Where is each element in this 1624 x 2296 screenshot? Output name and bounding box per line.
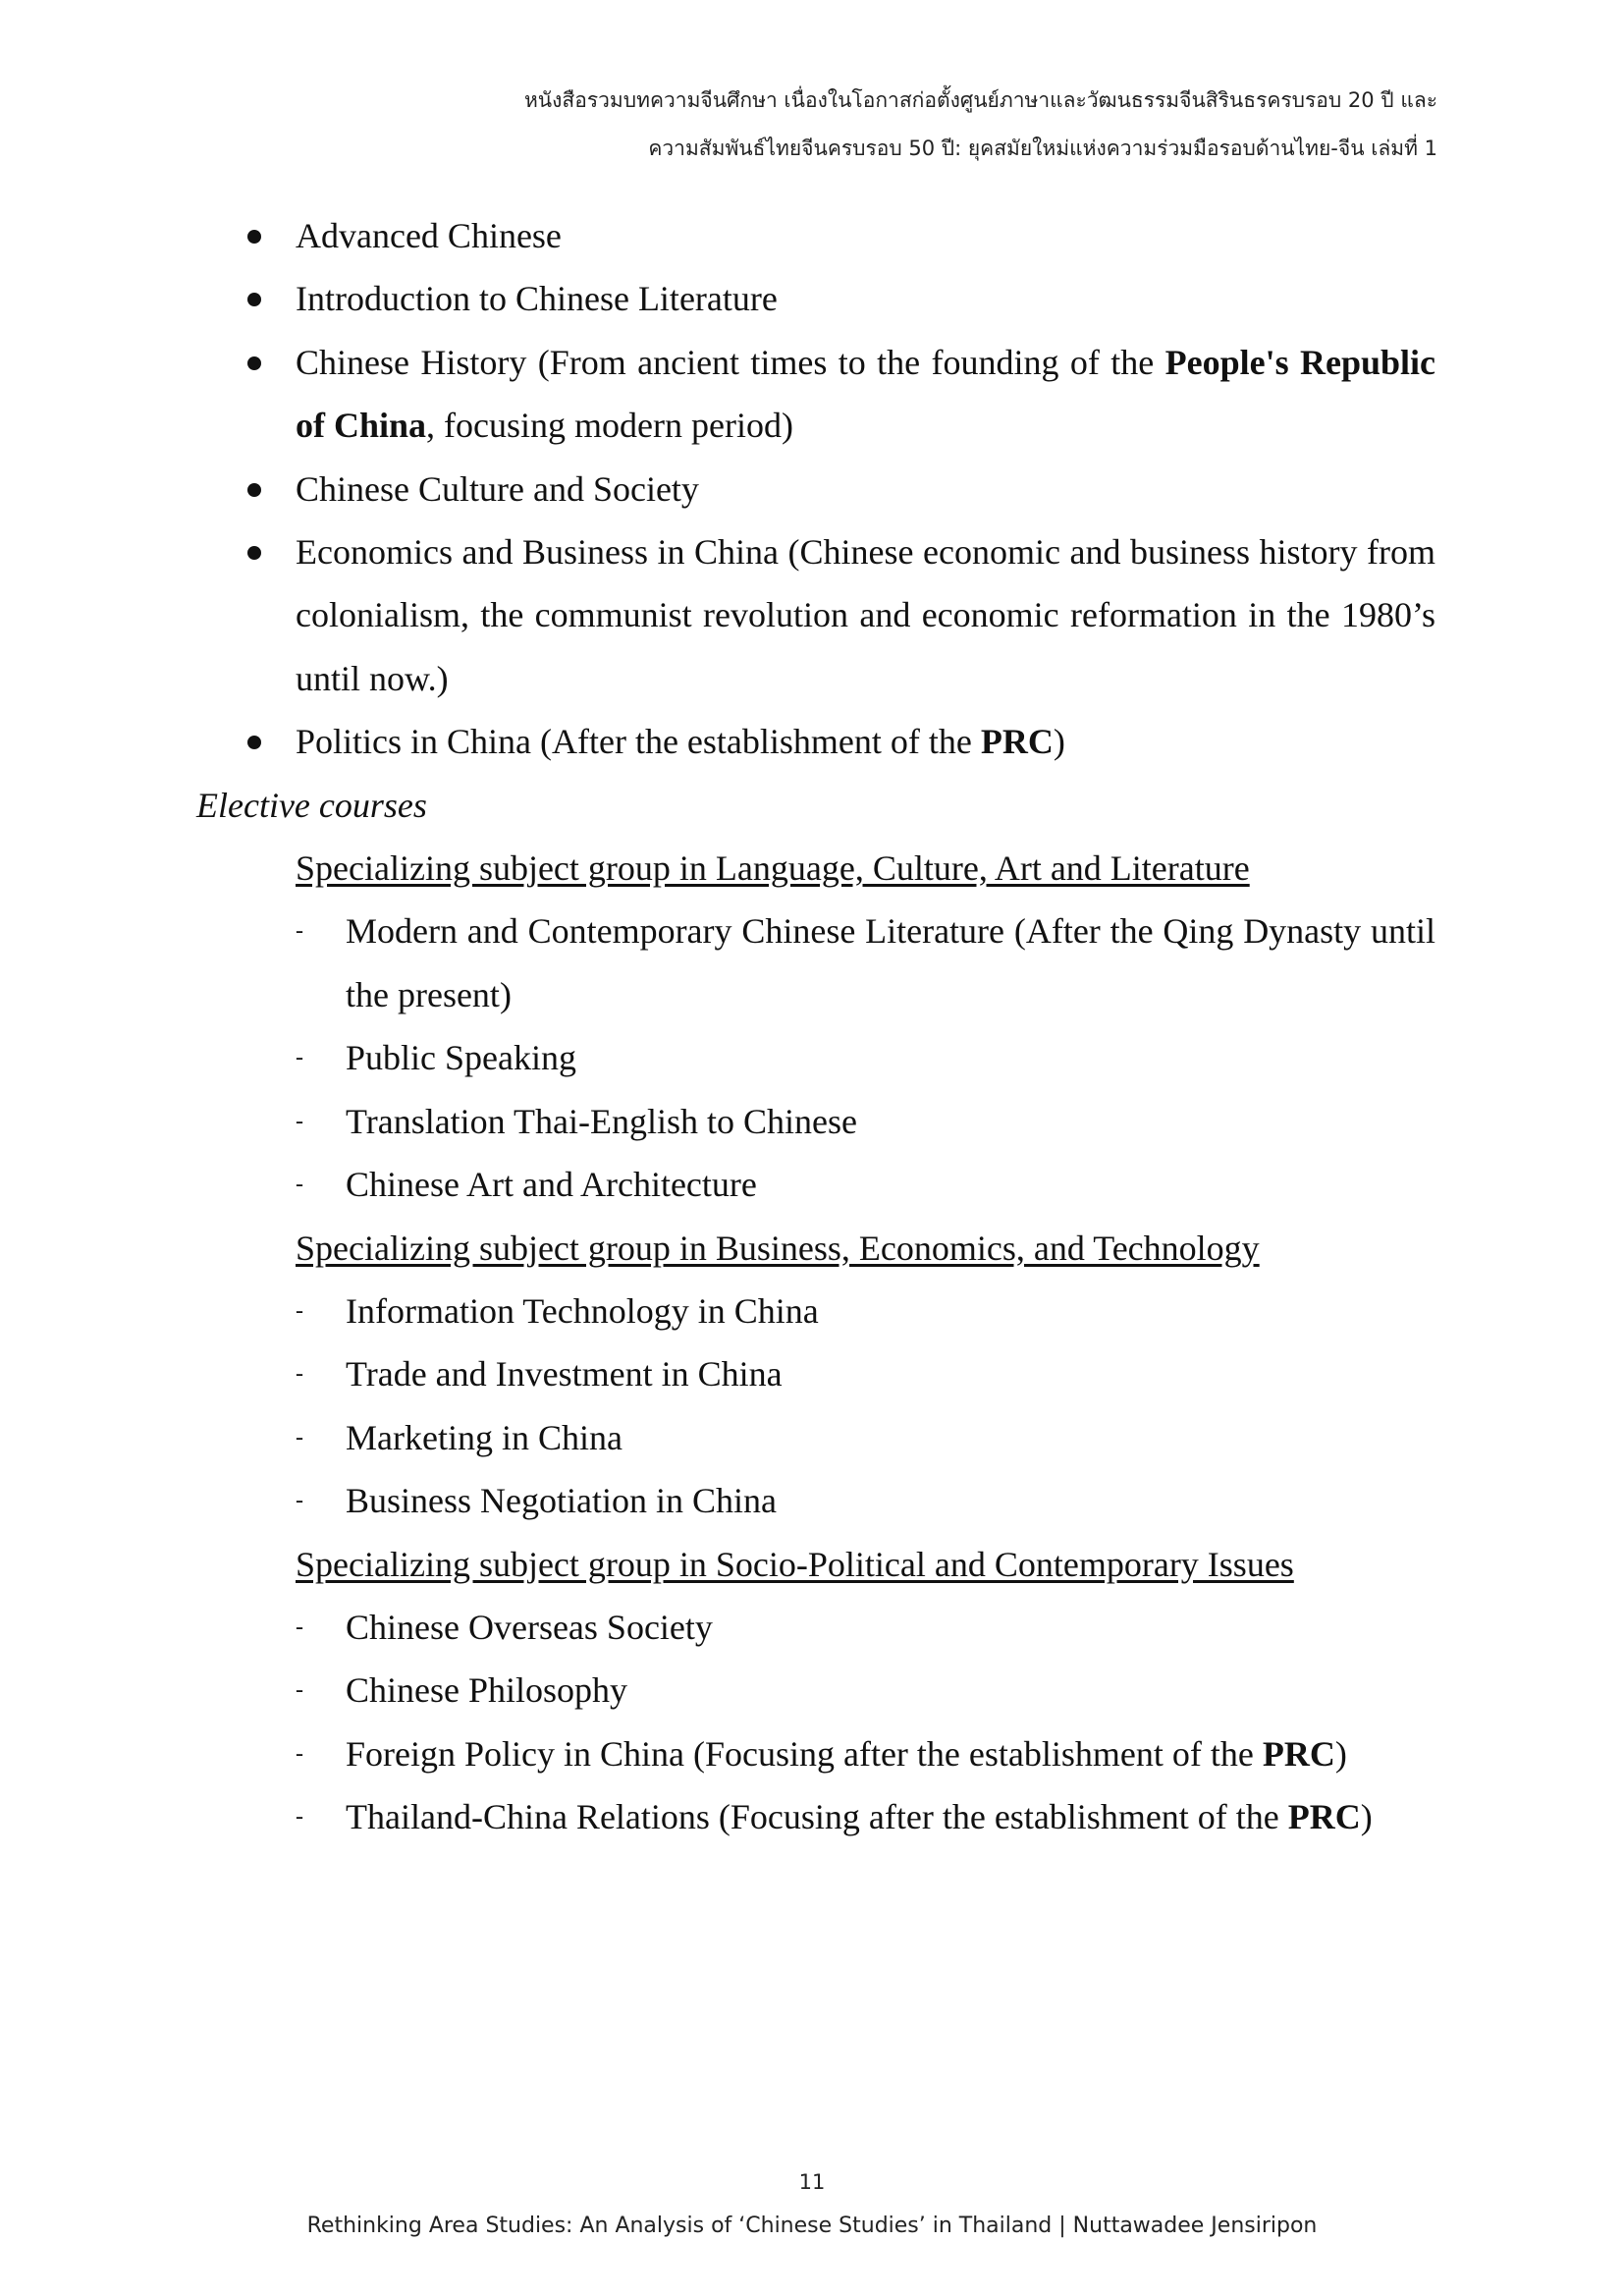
list-item: Chinese History (From ancient times to the founding of the People's Republic of China, focusing modern period) xyxy=(196,331,1435,458)
group3-list xyxy=(196,1596,1435,1849)
list-item: - Foreign Policy in China (Focusing after the establishment of the PRC) xyxy=(196,1722,1435,1785)
list-item: - Marketing in China xyxy=(196,1406,1435,1469)
group1-list xyxy=(196,900,1435,1216)
list-item: - Chinese Philosophy xyxy=(196,1659,1435,1722)
list-item: - Public Speaking xyxy=(196,1026,1435,1089)
list-item: Economics and Business in China (Chinese economic and business history from colonialism, the communist revolution and economic reformation in the 1980’s until now.) xyxy=(196,520,1435,710)
group-title: Specializing subject group in Socio-Political and Contemporary Issues xyxy=(296,1544,1294,1584)
list-item: - Modern and Contemporary Chinese Literature (After the Qing Dynasty until the present) xyxy=(196,900,1435,1026)
group-title: Specializing subject group in Business, Economics, and Technology xyxy=(296,1228,1260,1268)
group-title: Specializing subject group in Language, Culture, Art and Literature xyxy=(296,848,1250,889)
list-item: - Thailand-China Relations (Focusing after the establishment of the PRC) xyxy=(196,1785,1435,1848)
list-item: Advanced Chinese xyxy=(196,204,1435,267)
group2-list xyxy=(196,1280,1435,1533)
header-line-1: หนังสือรวมบทความจีนศึกษา เนื่องในโอกาสก่อตั้งศูนย์ภาษาและวัฒนธรรมจีนสิรินธรครบรอบ 20 ปี และ xyxy=(523,88,1437,112)
list-item: - Chinese Art and Architecture xyxy=(196,1153,1435,1216)
list-item: Politics in China (After the establishment of the PRC) xyxy=(196,710,1435,773)
list-item: Introduction to Chinese Literature xyxy=(196,267,1435,330)
list-item: Chinese Culture and Society xyxy=(196,458,1435,520)
list-item: - Chinese Overseas Society xyxy=(196,1596,1435,1659)
page-number: 11 xyxy=(798,2170,826,2194)
list-item: - Information Technology in China xyxy=(196,1280,1435,1342)
header-line-2: ความสัมพันธ์ไทยจีนครบรอบ 50 ปี: ยุคสมัยใหม่แห่งความร่วมมือรอบด้านไทย-จีน เล่มที่ 1 xyxy=(648,137,1437,160)
list-item: - Business Negotiation in China xyxy=(196,1469,1435,1532)
list-item: - Translation Thai-English to Chinese xyxy=(196,1090,1435,1153)
elective-heading: Elective courses xyxy=(196,785,427,825)
running-header xyxy=(524,77,1437,173)
list-item: - Trade and Investment in China xyxy=(196,1342,1435,1405)
running-footer: Rethinking Area Studies: An Analysis of ‘Chinese Studies’ in Thailand | Nuttawadee Jensiripon xyxy=(306,2214,1318,2238)
core-course-list xyxy=(196,204,1435,774)
page-content xyxy=(196,204,1435,1849)
